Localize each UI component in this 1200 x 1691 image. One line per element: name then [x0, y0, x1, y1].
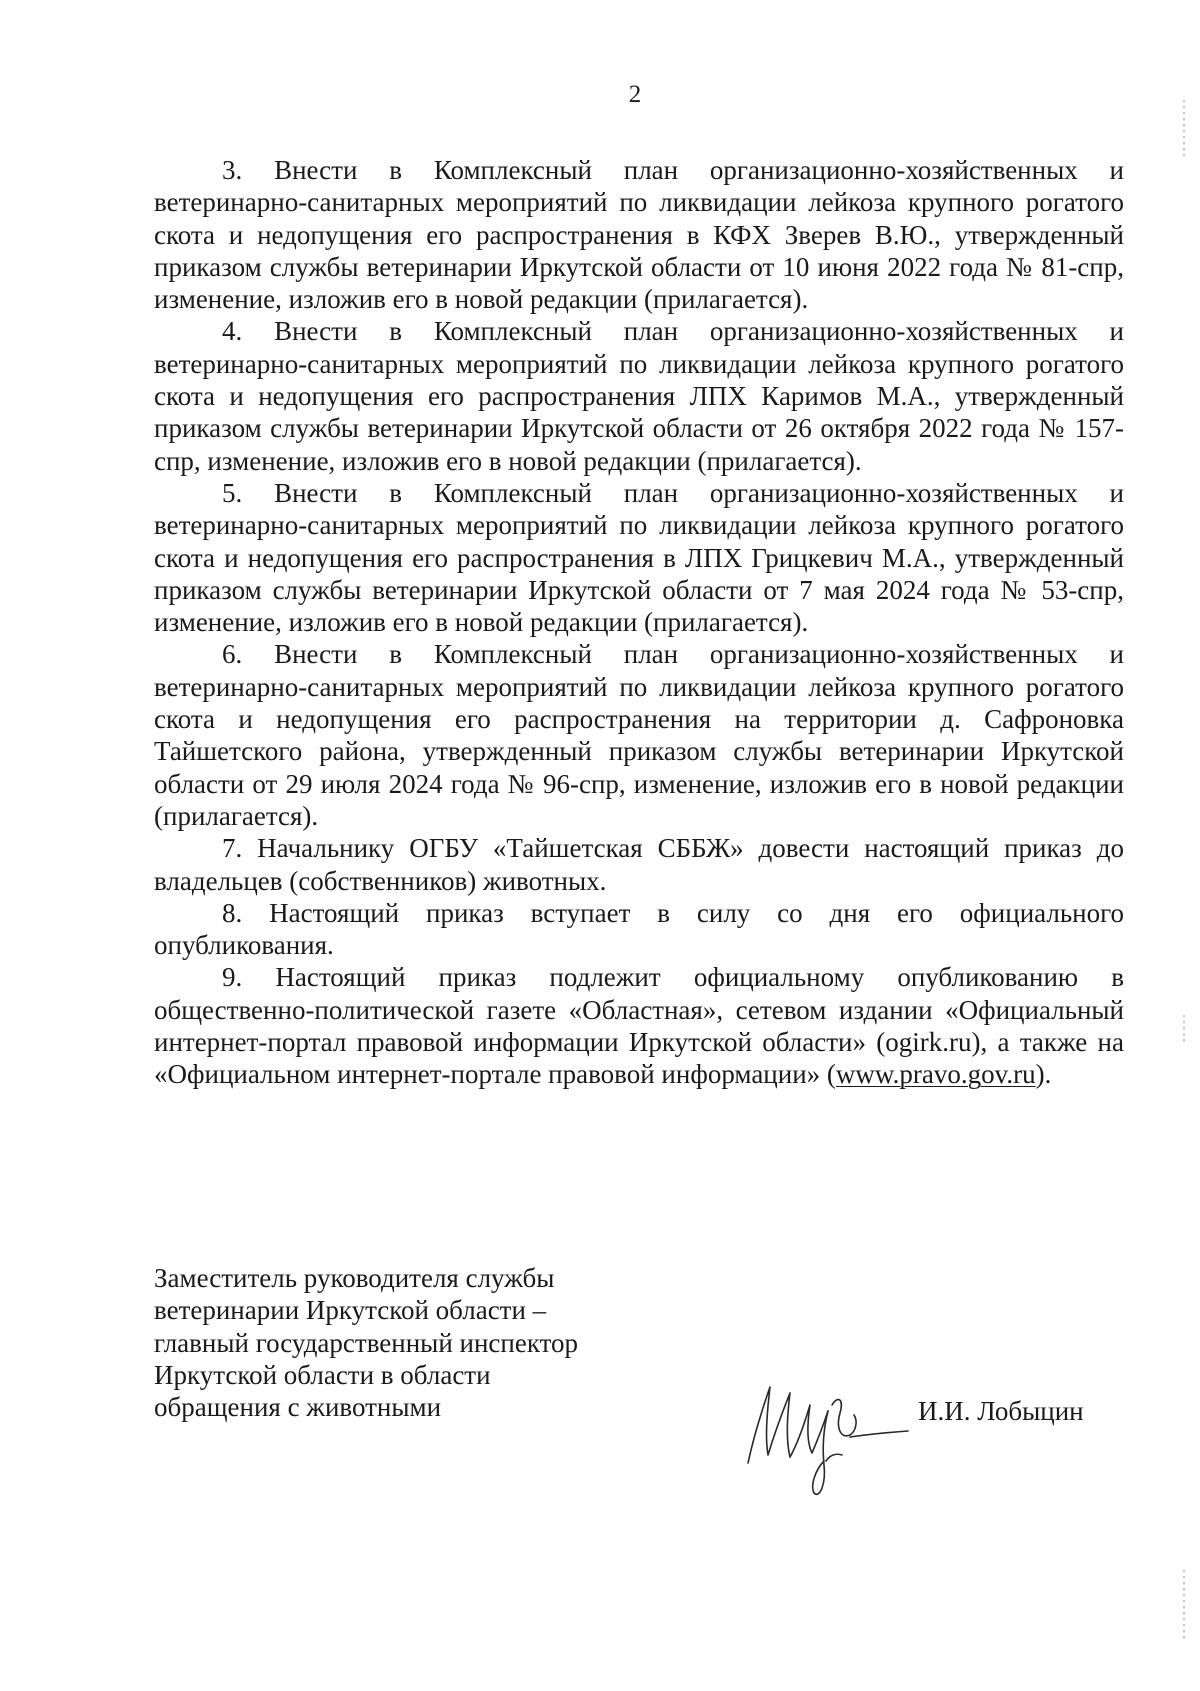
paragraph-9-closing: ).	[1035, 1059, 1052, 1090]
scan-edge-dots-bottom	[1183, 1570, 1185, 1640]
signatory-title-line: ветеринарии Иркутской области –	[154, 1295, 547, 1326]
signatory-title-line: Заместитель руководителя службы	[154, 1263, 555, 1293]
paragraph-item-5: 5. Внести в Комплексный план организационно-хозяйственных и ветеринарно-санитарных мероприятий по ликвидации лейкоза крупного рогатого скота и недопущения его распространения в ЛПХ Грицкевич М.А., утвержденный приказом службы ветеринарии Иркутской области от 7 мая 2024 года № 53-спр, изменение, изложив его в новой редакции (прилагается).	[154, 477, 1124, 638]
signatory-title-line: обращения с животными	[154, 1392, 442, 1423]
signatory-title	[154, 1262, 714, 1423]
paragraph-item-8: 8. Настоящий приказ вступает в силу со дня его официального опубликования.	[154, 897, 1124, 961]
document-body	[154, 154, 1124, 1091]
paragraph-item-4: 4. Внести в Комплексный план организационно-хозяйственных и ветеринарно-санитарных мероприятий по ликвидации лейкоза крупного рогатого скота и недопущения его распространения ЛПХ Каримов М.А., утвержденный приказом службы ветеринарии Иркутской области от 26 октября 2022 года № 157-спр, изменение, изложив его в новой редакции (прилагается).	[154, 316, 1124, 476]
paragraph-item-3: 3. Внести в Комплексный план организационно-хозяйственных и ветеринарно-санитарных мероприятий по ликвидации лейкоза крупного рогатого скота и недопущения его распространения в КФХ Зверев В.Ю., утвержденный приказом службы ветеринарии Иркутской области от 10 июня 2022 года № 81-спр, изменение, изложив его в новой редакции (прилагается).	[154, 155, 1124, 315]
paragraph-9-text: 9. Настоящий приказ подлежит официальному опубликованию в общественно-политической газете «Областная», сетевом издании «Официальный интернет-портал правовой информации Иркутской области» (ogirk.ru), а также на «Официальном интернет-портале правовой информации» (	[154, 962, 1124, 1090]
scan-edge-dots-middle	[1183, 1015, 1185, 1045]
signer-name: И.И. Лобыцин	[918, 1396, 1084, 1426]
signatory-title-line: Иркутской области в области	[154, 1359, 491, 1390]
scan-edge-dots-top	[1183, 100, 1185, 160]
handwritten-signature	[740, 1365, 910, 1505]
paragraph-item-9	[154, 961, 1124, 1090]
signatory-title-line: главный государственный инспектор	[154, 1327, 579, 1358]
paragraph-item-6: 6. Внести в Комплексный план организационно-хозяйственных и ветеринарно-санитарных мероприятий по ликвидации лейкоза крупного рогатого скота и недопущения его распространения на территории д. Сафроновка Тайшетского района, утвержденный приказом службы ветеринарии Иркутской области от 29 июля 2024 года № 96-спр, изменение, изложив его в новой редакции (прилагается).	[154, 639, 1124, 831]
page-number: 2	[628, 81, 642, 108]
paragraph-item-7: 7. Начальнику ОГБУ «Тайшетская СББЖ» довести настоящий приказ до владельцев (собственников) животных.	[154, 833, 1124, 896]
pravo-gov-link[interactable]: www.pravo.gov.ru	[835, 1059, 1036, 1090]
